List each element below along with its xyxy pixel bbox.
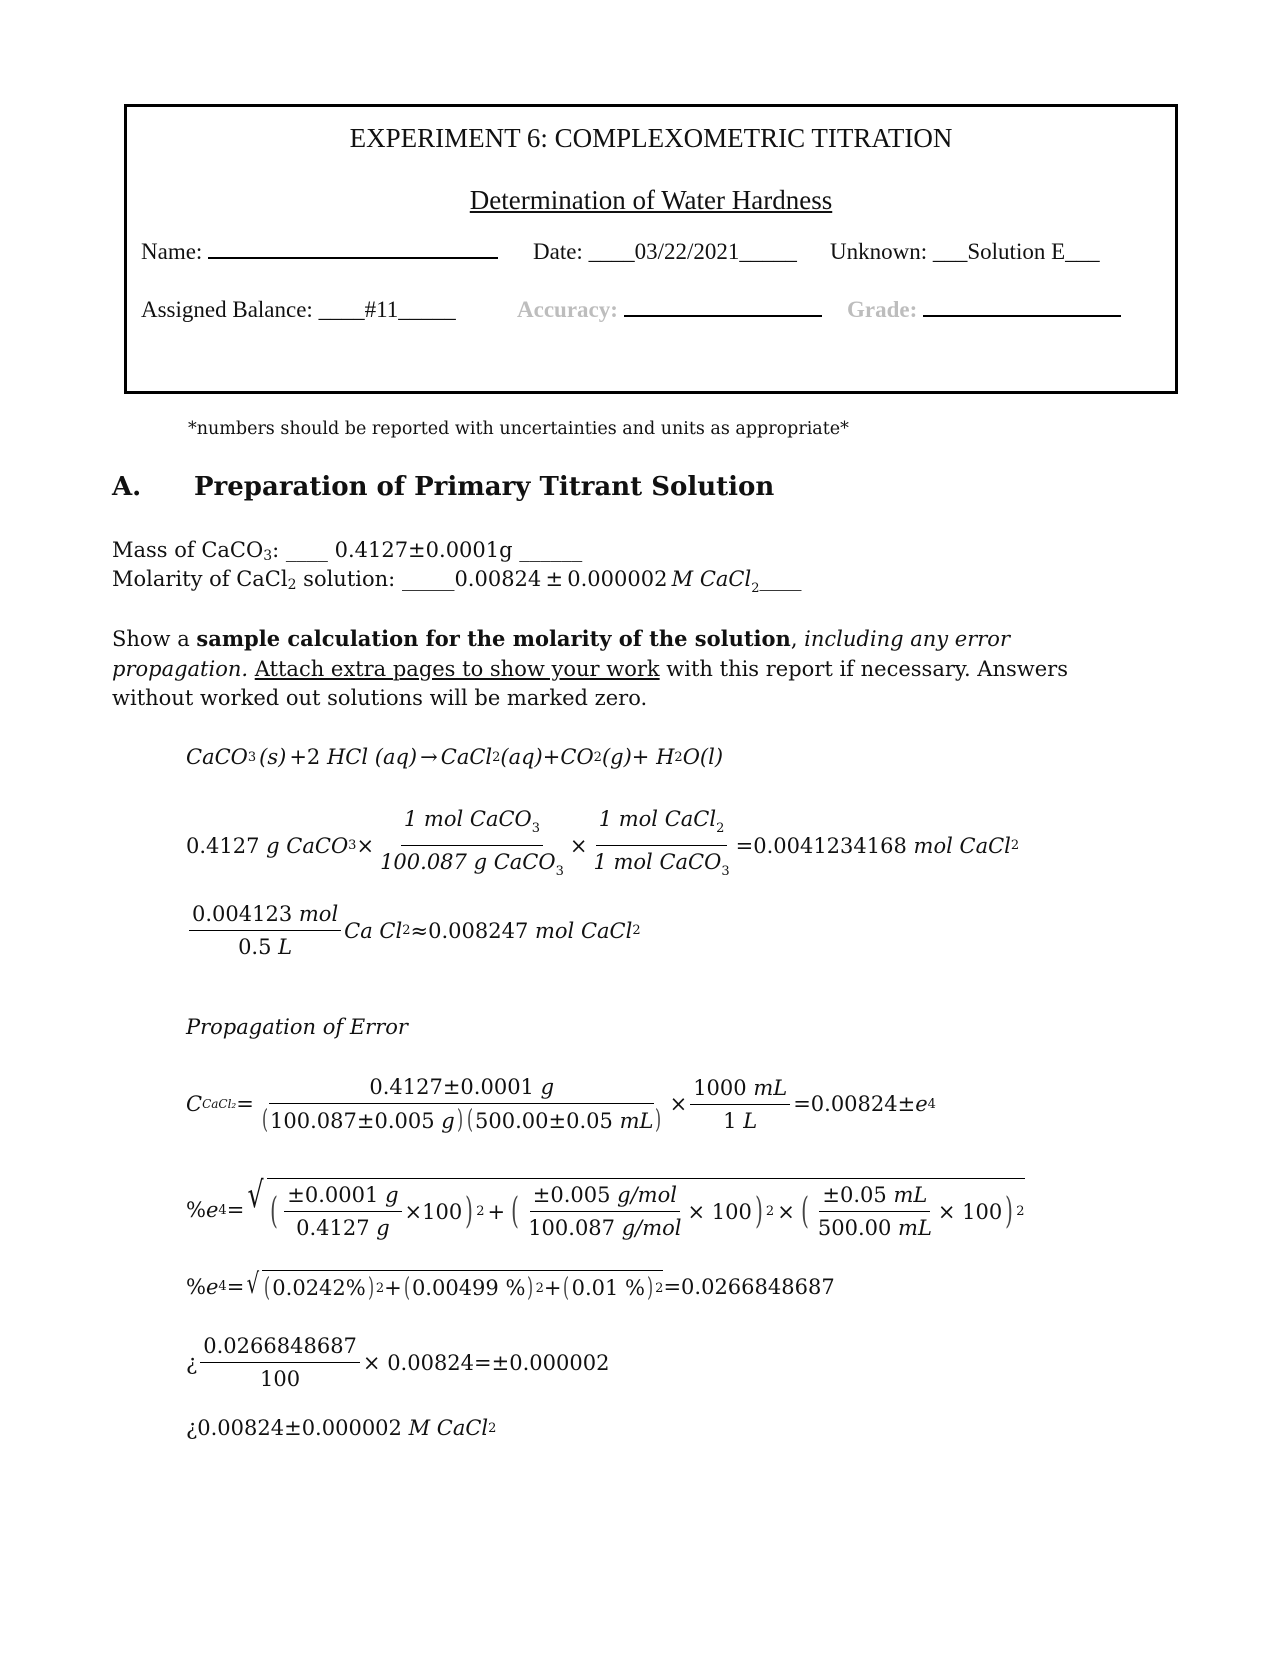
eq-token: CO — [560, 745, 594, 769]
accuracy-field — [517, 297, 822, 323]
eq-token: × 100 — [687, 1199, 752, 1224]
eq-sub: 3 — [247, 749, 257, 765]
eq-result: ≈0.008247 — [410, 918, 529, 943]
absolute-error-equation — [186, 1332, 609, 1393]
eq-token: g CaCO — [266, 833, 349, 858]
eq-sub: 2 — [402, 923, 411, 938]
frac-den: 500.00±0.05 — [475, 1109, 613, 1133]
frac-num: 0.004123 — [192, 902, 293, 926]
percent-error-value — [186, 1267, 835, 1303]
accuracy-blank — [624, 297, 822, 317]
eq-token: ×100 — [404, 1199, 463, 1224]
eq-token: e — [915, 1092, 928, 1116]
date-field[interactable] — [533, 239, 797, 265]
instr-text-3: with this report if necessary. Answers without worked out solutions will be marked zero. — [112, 656, 1068, 710]
propagation-heading — [186, 1013, 408, 1043]
eq-token: (s) — [259, 745, 287, 769]
eq-token: mL — [753, 1075, 788, 1100]
eq-token: mol CaCl — [535, 918, 633, 943]
frac-num: 0.4127±0.0001 — [369, 1075, 534, 1099]
eq-sub: 2 — [674, 749, 683, 765]
eq-sub: 2 — [632, 923, 641, 938]
frac-den: 0.5 — [238, 935, 272, 959]
balance-label: Assigned Balance: — [141, 297, 313, 322]
fraction: $\frac{0.4127\pm 0.0001 g}{(100.087\pm 0.005 g) (500.00\pm 0.05 mL)}$ — [261, 1075, 662, 1135]
eq-token: mL — [619, 1109, 654, 1133]
frac-den: 100.087±0.005 — [270, 1109, 435, 1133]
eq-result: =0.0266848687 — [663, 1274, 835, 1299]
molarity-label: Molarity of CaCl — [112, 567, 288, 591]
eq-sub: 2 — [716, 821, 725, 836]
eq-token: + — [487, 1199, 506, 1224]
fraction — [590, 805, 732, 886]
eq-sub: 4 — [218, 1279, 227, 1294]
molarity-unit-sub: 2 — [751, 581, 760, 596]
date-label: Date: — [533, 239, 583, 264]
eq-token: L — [743, 1108, 758, 1133]
frac-num: 1000 — [693, 1075, 747, 1100]
moles-equation — [186, 805, 1019, 886]
radical-sign: √ — [246, 1267, 260, 1300]
eq-token: Ca Cl — [344, 918, 403, 943]
instr-underline: Attach extra pages to show your work — [254, 656, 660, 681]
final-result — [186, 1416, 496, 1440]
frac-num: 0.0266848687 — [200, 1332, 360, 1363]
molarity-number: _____0.00824 ± 0.000002 — [401, 567, 672, 591]
eq-sub: 3 — [721, 864, 730, 879]
molarity-label-sub: 2 — [287, 577, 297, 593]
eq-token: + — [543, 1276, 562, 1300]
eq-token: 0.00499 % — [411, 1276, 526, 1300]
mass-label-sub: 3 — [263, 548, 273, 564]
eq-sup: 2 — [765, 1204, 775, 1219]
eq-token: (aq) — [500, 745, 543, 769]
name-blank[interactable] — [208, 239, 498, 259]
eq-token: % — [186, 1274, 206, 1299]
eq-result: =0.00824± — [793, 1092, 916, 1116]
unknown-field[interactable] — [830, 239, 1100, 265]
eq-token: CaCl — [440, 745, 493, 769]
eq-token: × — [777, 1199, 795, 1224]
frac-num: 1 mol CaCl — [598, 807, 717, 831]
section-letter: A. — [112, 472, 142, 502]
molarity-value[interactable] — [401, 567, 802, 596]
fraction — [189, 900, 341, 961]
molarity-label-end: solution: — [296, 567, 396, 591]
eq-token: = — [226, 1274, 245, 1299]
frac-num: ±0.05 — [822, 1183, 887, 1207]
eq-sup: 2 — [655, 1280, 664, 1296]
frac-num: ±0.0001 — [287, 1183, 379, 1207]
instr-bold: sample calculation for the molarity of the solution — [196, 626, 791, 651]
instr-italic: including any error propagation. — [112, 627, 1010, 681]
instr-text-1: Show a — [112, 627, 197, 651]
eq-token: + — [384, 1276, 402, 1300]
eq-token: O — [682, 745, 700, 769]
percent-error-formula — [186, 1175, 1025, 1242]
experiment-subtitle: Determination of Water Hardness — [469, 185, 833, 215]
grade-blank — [923, 297, 1121, 317]
name-field[interactable] — [141, 239, 498, 265]
uncertainty-note: *numbers should be reported with uncertainties and units as appropriate* — [188, 419, 849, 439]
concentration-equation — [186, 1073, 936, 1135]
fraction — [284, 1181, 401, 1242]
eq-token: CaCO — [186, 745, 248, 769]
frac-den: 1 — [723, 1108, 737, 1133]
frac-den: 1 mol CaCO — [593, 850, 722, 874]
eq-sup: 2 — [476, 1204, 485, 1219]
mass-value[interactable]: ____ 0.4127±0.0001g ______ — [285, 538, 583, 562]
mass-label: Mass of CaCO — [112, 538, 264, 562]
frac-num: 1 mol CaCO — [403, 807, 532, 831]
eq-token: + — [542, 745, 561, 769]
eq-sub: 4 — [218, 1202, 227, 1218]
frac-den: 100.087 — [528, 1216, 616, 1240]
eq-token: ¿ — [186, 1350, 198, 1375]
molarity-equation — [186, 900, 641, 961]
eq-token: HCl — [326, 745, 369, 769]
molarity-line — [112, 565, 802, 604]
eq-result: =0.0041234168 — [735, 833, 907, 858]
eq-token: × 100 — [937, 1199, 1003, 1224]
balance-field[interactable] — [141, 297, 456, 323]
eq-sup: 2 — [1016, 1204, 1025, 1219]
instructions-paragraph — [112, 624, 1112, 714]
radical-sign: √ — [247, 1175, 264, 1216]
eq-token: e — [205, 1198, 219, 1222]
eq-token: +2 — [289, 745, 321, 769]
eq-token: % — [186, 1198, 206, 1222]
eq-token: (l) — [699, 745, 724, 769]
frac-den: 100.087 g CaCO — [380, 850, 556, 874]
eq-token: g — [540, 1075, 555, 1099]
eq-token: C — [186, 1092, 203, 1116]
fraction — [377, 805, 567, 886]
eq-token: M CaCl — [408, 1416, 489, 1440]
eq-sub: 2 — [488, 1420, 497, 1436]
eq-token: mL — [893, 1183, 928, 1207]
eq-sub: 3 — [531, 821, 541, 836]
eq-token: + — [631, 745, 650, 769]
propagation-heading-text: Propagation of Error — [186, 1015, 408, 1039]
fraction — [200, 1332, 360, 1393]
eq-times: × — [356, 833, 375, 858]
eq-token: = — [226, 1198, 245, 1222]
eq-times: × — [669, 1092, 688, 1116]
eq-sup: 2 — [535, 1280, 544, 1296]
mass-label-end: : — [272, 538, 280, 562]
square-root: √ ( $\frac{\pm 0.0001 g}{0.4127 g}$ ×100 ) 2 + ( $\frac{\text{±0.005 g/mol}}{\text{100.087 g/mol}}$ × 100 ) 2 × ( $\frac{\pm 0.05 mL}{500.00 mL}$ × 100 ) 2 — [247, 1175, 1025, 1240]
fraction — [525, 1181, 684, 1242]
fraction — [690, 1074, 790, 1135]
eq-token: (g) — [601, 745, 632, 769]
eq-sub: 3 — [555, 864, 564, 879]
eq-token: g/mol — [617, 1183, 677, 1207]
unknown-label: Unknown: — [830, 239, 928, 264]
eq-sub: 3 — [348, 838, 357, 853]
frac-den: 500.00 — [817, 1216, 892, 1240]
date-value[interactable]: ____03/22/2021_____ — [588, 239, 797, 264]
eq-token: = — [236, 1092, 254, 1116]
molarity-suffix: ____ — [759, 567, 802, 591]
eq-token: (aq) — [374, 745, 418, 769]
eq-token: H — [656, 745, 675, 769]
accuracy-label: Accuracy: — [517, 297, 618, 322]
eq-sup: 2 — [375, 1280, 385, 1296]
eq-sub: 4 — [927, 1096, 936, 1112]
eq-sub: 2 — [492, 749, 501, 765]
eq-token: mol CaCl — [913, 833, 1011, 858]
grade-label: Grade: — [847, 297, 918, 322]
eq-arrow: → — [420, 745, 438, 769]
eq-token: e — [205, 1274, 219, 1299]
reaction-equation — [186, 740, 723, 774]
eq-token: L — [278, 935, 293, 959]
frac-den: 100 — [260, 1367, 301, 1391]
eq-token: mol — [298, 902, 339, 926]
molarity-unit: M CaCl — [671, 567, 752, 591]
eq-result: ¿0.00824±0.000002 — [186, 1416, 402, 1440]
eq-token: 0.4127 — [186, 833, 260, 858]
eq-token: 0.01 % — [571, 1276, 646, 1300]
eq-sub: 2 — [593, 749, 602, 765]
frac-den: 0.4127 — [296, 1216, 370, 1240]
eq-token: g/mol — [621, 1216, 682, 1240]
eq-result: × 0.00824=±0.000002 — [362, 1350, 610, 1375]
balance-value[interactable]: ____#11_____ — [318, 297, 456, 322]
experiment-title: EXPERIMENT 6: COMPLEXOMETRIC TITRATION — [349, 123, 953, 153]
eq-token: mL — [898, 1216, 932, 1240]
square-root: √ ( 0.0242% ) 2 + ( 0.00499 % ) 2 + ( 0.01 % ) 2 — [246, 1267, 664, 1303]
grade-field — [847, 297, 1121, 323]
instr-text-2: , — [790, 627, 805, 651]
frac-num: ±0.005 — [532, 1183, 611, 1207]
eq-sub: 2 — [1010, 838, 1020, 853]
eq-times: × — [569, 833, 588, 858]
eq-sub: CaCl₂ — [202, 1097, 237, 1111]
eq-token: g — [385, 1183, 399, 1207]
eq-token: g — [441, 1109, 455, 1133]
name-label: Name: — [141, 239, 203, 264]
eq-token: 0.0242% — [272, 1276, 366, 1300]
eq-token: g — [376, 1216, 390, 1240]
unknown-value[interactable]: ___Solution E___ — [932, 239, 1100, 264]
section-title: Preparation of Primary Titrant Solution — [194, 472, 775, 502]
fraction — [815, 1181, 935, 1242]
header-box — [124, 104, 1178, 394]
